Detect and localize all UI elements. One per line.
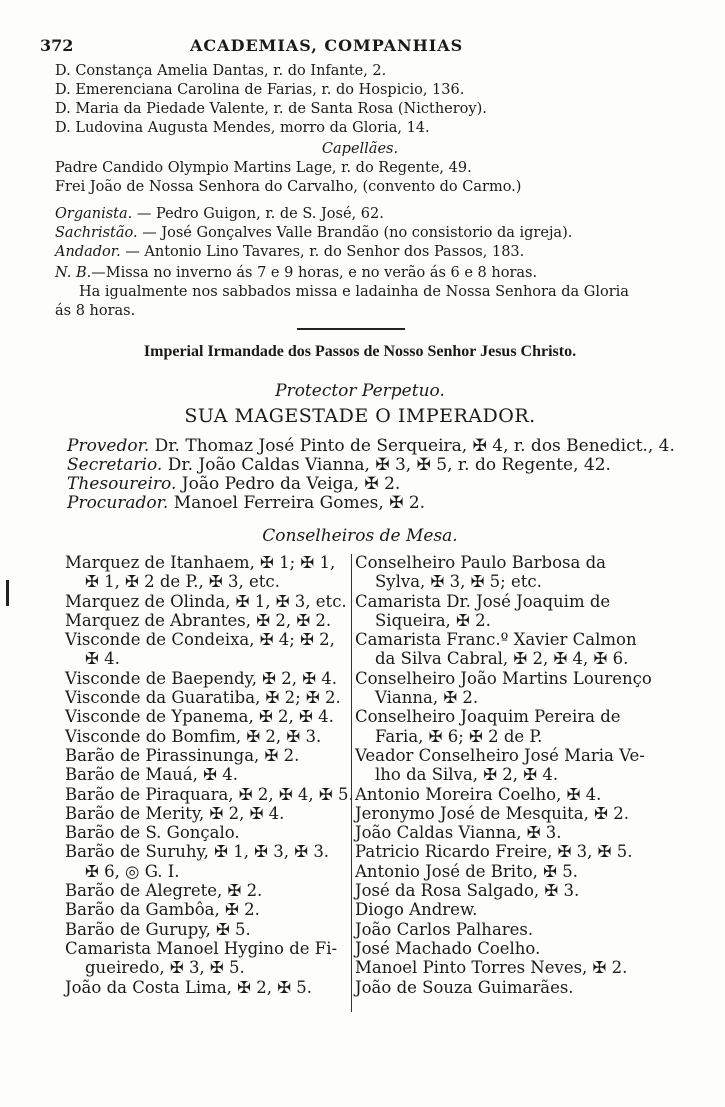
protector-name: SUA MAGESTADE O IMPERADOR. [184,405,536,427]
officer-role: Thesoureiro. [67,474,177,494]
list-item: D. Ludovina Augusta Mendes, morro da Gloria, 14. [55,120,430,136]
councillor-line: José da Rosa Salgado, ✠ 3. [355,881,580,901]
councillor-line: Barão de Pirassinunga, ✠ 2. [65,745,300,765]
officer-line [67,436,675,456]
councillor-line: Diogo Andrew. [355,900,478,920]
councillor-line: João da Costa Lima, ✠ 2, ✠ 5. [65,977,313,997]
officer-role: Provedor. [67,436,150,456]
officer-text: Dr. Thomaz José Pinto de Serqueira, ✠ 4, r. dos Benedict., 4. [149,436,675,456]
chaplains-section [55,140,665,197]
councillor-line: Barão de Piraquara, ✠ 2, ✠ 4, ✠ 5. [65,784,354,804]
councillor-line: Conselheiro Joaquim Pereira de [355,707,621,727]
note-label: N. B. [55,265,92,281]
councillor-line: Vianna, ✠ 2. [375,688,479,708]
officer-role: Secretario. [67,455,163,475]
officer-line [67,494,667,513]
page-number: 372 [40,36,74,55]
staff-line [55,243,665,262]
staff-role: Andador. [55,244,121,260]
officer-text: Manoel Ferreira Gomes, ✠ 2. [168,493,426,513]
councillor-line: Marquez de Olinda, ✠ 1, ✠ 3, etc. [65,591,347,611]
councillor-line: Barão de Alegrete, ✠ 2. [65,881,263,901]
column-divider [351,554,352,1012]
staff-line [55,205,665,224]
councillor-line: lho da Silva, ✠ 2, ✠ 4. [375,765,559,785]
list-item: D. Constança Amelia Dantas, r. do Infante, 2. [55,63,387,79]
councillor-line: Siqueira, ✠ 2. [375,610,491,630]
councillor-line: João Carlos Palhares. [355,919,534,939]
councillor-line: Jeronymo José de Mesquita, ✠ 2. [355,803,629,823]
councillor-line: Patricio Ricardo Freire, ✠ 3, ✠ 5. [355,842,633,862]
top-list [55,62,665,138]
note-line [55,264,665,283]
councillor-line: Barão da Gambôa, ✠ 2. [65,900,260,920]
list-item: D. Maria da Piedade Valente, r. de Santa Rosa (Nictheroy). [55,101,487,117]
staff-role: Organista. [55,206,133,222]
councillor-line: Camarista Manoel Hygino de Fi- [65,938,338,958]
officer-role: Procurador. [67,493,169,513]
officer-text: Dr. João Caldas Vianna, ✠ 3, ✠ 5, r. do Regente, 42. [162,455,611,475]
councillor-line: Visconde da Guaratiba, ✠ 2; ✠ 2. [65,688,341,708]
chaplains-heading: Capellães. [321,141,399,157]
councillor-line: ✠ 6, ◎ G. I. [85,861,180,881]
staff-section [55,205,665,262]
councillor-line: Sylva, ✠ 3, ✠ 5; etc. [375,572,542,592]
councillor-line: Conselheiro João Martins Lourenço [355,668,652,688]
staff-role: Sachristão. [55,225,138,241]
officers-list [67,436,675,513]
note-line: ás 8 horas. [55,303,136,319]
councillors-heading: Conselheiros de Mesa. [262,526,458,546]
councillor-line: da Silva Cabral, ✠ 2, ✠ 4, ✠ 6. [375,649,629,669]
running-title: ACADEMIAS, COMPANHIAS [190,36,464,55]
staff-text: — Pedro Guigon, r. de S. José, 62. [132,206,384,222]
section-divider [297,328,405,330]
staff-text: — Antonio Lino Tavares, r. do Senhor dos Passos, 183. [120,244,525,260]
brotherhood-title: Imperial Irmandade dos Passos de Nosso Senhor Jesus Christo. [143,343,577,360]
councillor-line: Veador Conselheiro José Maria Ve- [355,745,645,765]
councillor-line: Antonio Moreira Coelho, ✠ 4. [355,784,602,804]
councillor-line: Barão de Gurupy, ✠ 5. [65,919,251,939]
note-section [55,264,665,321]
officer-line [67,475,667,494]
councillor-line: Faria, ✠ 6; ✠ 2 de P. [375,726,543,746]
councillor-line: ✠ 4. [85,649,120,669]
note-line: Ha igualmente nos sabbados missa e ladainha de Nossa Senhora da Gloria [79,284,629,300]
councillor-line: Visconde do Bomfim, ✠ 2, ✠ 3. [65,726,322,746]
councillor-line: Manoel Pinto Torres Neves, ✠ 2. [355,958,628,978]
councillor-line: Marquez de Itanhaem, ✠ 1; ✠ 1, [65,553,336,572]
councillor-line: Visconde de Baependy, ✠ 2, ✠ 4. [65,668,338,688]
councillor-line: Barão de Suruhy, ✠ 1, ✠ 3, ✠ 3. [65,842,330,862]
councillors-right-column [355,553,652,997]
councillor-line: Camarista Dr. José Joaquim de [355,591,611,611]
councillor-line: João de Souza Guimarães. [355,977,574,997]
councillors-left-column [65,553,354,997]
margin-mark [6,580,9,606]
councillor-line: Barão de Merity, ✠ 2, ✠ 4. [65,803,285,823]
officer-line [67,456,667,475]
councillor-line: José Machado Coelho. [355,938,541,958]
councillor-line: gueiredo, ✠ 3, ✠ 5. [85,958,245,978]
page-header [40,36,680,60]
protector-label: Protector Perpetuo. [275,381,445,401]
list-item: D. Emerenciana Carolina de Farias, r. do Hospicio, 136. [55,82,465,98]
councillor-line: Marquez de Abrantes, ✠ 2, ✠ 2. [65,610,332,630]
councillor-line: Antonio José de Brito, ✠ 5. [355,861,578,881]
councillor-line: Barão de Mauá, ✠ 4. [65,765,238,785]
councillor-line: João Caldas Vianna, ✠ 3. [355,823,562,843]
councillor-line: Conselheiro Paulo Barbosa da [355,553,607,572]
staff-line [55,224,665,243]
councillor-line: Visconde de Condeixa, ✠ 4; ✠ 2, [65,630,335,650]
list-item: Padre Candido Olympio Martins Lage, r. do Regente, 49. [55,160,472,176]
councillor-line: Visconde de Ypanema, ✠ 2, ✠ 4. [65,707,334,727]
officer-text: João Pedro da Veiga, ✠ 2. [176,474,401,494]
councillor-line: ✠ 1, ✠ 2 de P., ✠ 3, etc. [85,572,280,592]
councillor-line: Barão de S. Gonçalo. [65,823,240,843]
councillor-line: Camarista Franc.º Xavier Calmon [355,630,637,650]
note-text: —Missa no inverno ás 7 e 9 horas, e no verão ás 6 e 8 horas. [91,265,538,281]
staff-text: — José Gonçalves Valle Brandão (no consistorio da igreja). [137,225,573,241]
list-item: Frei João de Nossa Senhora do Carvalho, (convento do Carmo.) [55,179,522,195]
